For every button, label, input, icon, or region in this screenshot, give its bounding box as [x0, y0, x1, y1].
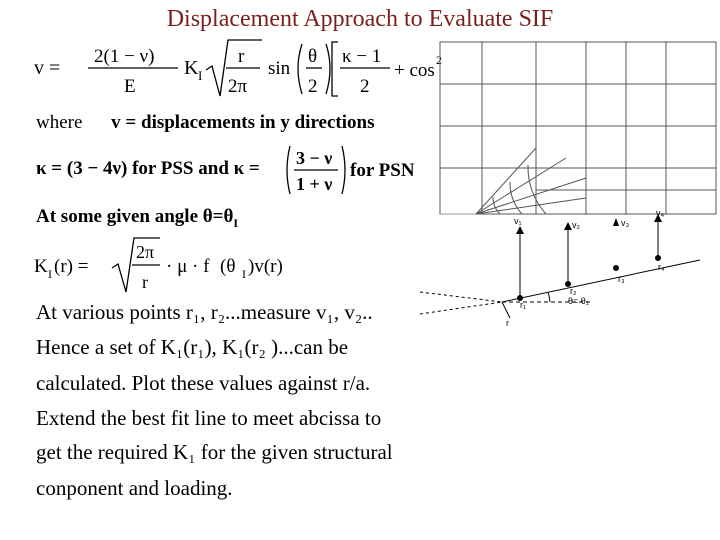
kappa-psn-den: 1 + ν [296, 174, 333, 194]
v-eq-coef-den: E [124, 76, 136, 97]
label-v4: v₄ [656, 208, 665, 218]
label-v2: v₂ [572, 220, 580, 230]
angle-sub: I [233, 215, 239, 230]
arrow-v3 [613, 218, 619, 226]
kappa-psn-label: for PSN [350, 160, 415, 181]
k-rhs: · μ · f [166, 256, 210, 277]
v-eq-two: 2 [308, 76, 318, 97]
k-lhs-arg: (r) = [54, 256, 89, 277]
where-label: where [36, 112, 83, 133]
kappa-pss-text: κ = (3 − 4ν) for PSS and κ = [36, 158, 260, 179]
kappa-psn-fraction [284, 142, 424, 198]
v-eq-rad-num: r [238, 46, 245, 67]
k-rhs-arg: (θ [220, 256, 236, 277]
k-rhs-tail: )v(r) [248, 256, 283, 277]
v-eq-k-sub: I [198, 68, 203, 83]
label-v3: v₃ [621, 218, 630, 228]
label-r3: r₃ [618, 274, 625, 284]
label-r2: r₂ [570, 286, 577, 296]
body-line-4: Extend the best fit line to meet abcissa to [36, 406, 382, 430]
body-line-6: conponent and loading. [36, 476, 233, 500]
label-r: r [506, 318, 509, 328]
k-lhs-sub: I [48, 267, 52, 281]
finite-element-mesh [436, 38, 720, 218]
body-line-1: At various points r₁, r₂...measure v₁, v₂.. [36, 300, 373, 324]
v-eq-rad-den: 2π [228, 76, 248, 97]
label-r1: r₁ [520, 300, 527, 310]
slide-title: Displacement Approach to Evaluate SIF [166, 6, 554, 32]
k-rhs-sub: I [242, 267, 246, 281]
v-eq-coef-num: 2(1 − ν) [94, 46, 155, 67]
angle-text: At some given angle θ=θ [36, 206, 234, 227]
k-rad-den: r [142, 272, 148, 292]
k-of-r-equation [28, 234, 298, 296]
v-eq-two-2: 2 [360, 76, 370, 97]
body-line-2: Hence a set of K₁(r₁), K₁(r₂ )...can be [36, 335, 349, 359]
v-displacement-equation [28, 36, 448, 102]
body-line-5: get the required K₁ for the given structural [36, 440, 393, 464]
where-text: v = displacements in y directions [111, 112, 375, 133]
v-eq-sin: sin [268, 58, 291, 79]
label-r4: r₄ [658, 262, 665, 272]
v-eq-kappa-num: κ − 1 [342, 46, 382, 67]
v-eq-plus-cos: + cos [394, 60, 435, 81]
label-v1: v₁ [514, 216, 522, 226]
point-r3 [613, 265, 619, 271]
kappa-psn-num: 3 − ν [296, 148, 333, 168]
label-theta: θ= θ₁ [568, 296, 589, 306]
k-rad-num: 2π [136, 242, 155, 262]
v-eq-square: 2 [436, 53, 442, 67]
v-eq-k: K [184, 57, 199, 79]
k-lhs: K [34, 256, 48, 277]
v-eq-lhs: v = [34, 57, 61, 79]
v-eq-theta: θ [308, 46, 318, 67]
body-line-3: calculated. Plot these values against r/a. [36, 371, 371, 395]
displacement-points-diagram [410, 200, 720, 340]
